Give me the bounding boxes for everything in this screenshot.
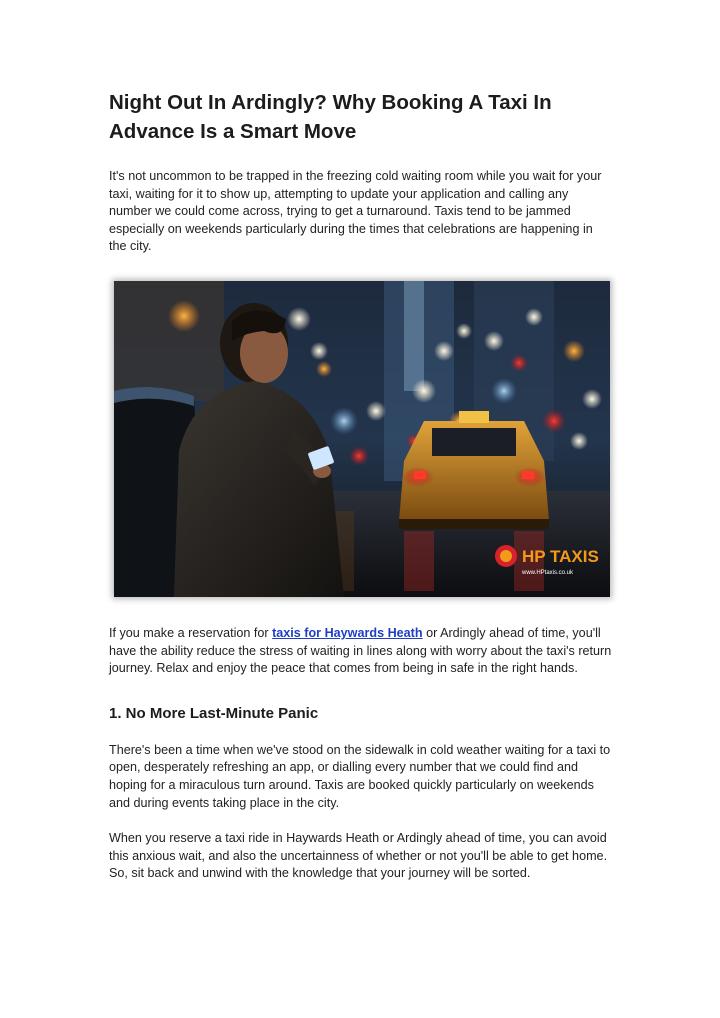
haywards-heath-taxis-link[interactable]: taxis for Haywards Heath — [272, 625, 423, 640]
reservation-paragraph: If you make a reservation for taxis for Haywards Heath or Ardingly ahead of time, you'll have the ability reduce the stress of waiting in lines along with worry about the taxi's return journey. Relax and enjoy the peace that comes from being in safe in the right hands. — [109, 625, 612, 676]
night-street-illustration — [114, 281, 610, 597]
logo-url: www.HPtaxis.co.uk — [522, 569, 574, 576]
article — [109, 88, 612, 883]
section-paragraph-1: There's been a time when we've stood on the sidewalk in cold weather waiting for a taxi to open, desperately refreshing an app, or dialling every number that we could find and hoping for a miraculous turn around. Taxis are booked quickly particularly on weekends and during events taking place in the city. — [109, 742, 611, 810]
intro-paragraph: It's not uncommon to be trapped in the freezing cold waiting room while you wait for your taxi, waiting for it to show up, attempting to update your application and calling any number we could come across, trying to get a turnaround. Taxis tend to be jammed especially on weekends particularly during the times that celebrations are happening in the city. — [109, 169, 602, 254]
article-title: Night Out In Ardingly? Why Booking A Taxi In Advance Is a Smart Move — [109, 91, 552, 143]
logo-text: HP TAXIS — [522, 546, 599, 566]
section-paragraph-2: When you reserve a taxi ride in Haywards Heath or Ardingly ahead of time, you can avoid this anxious wait, and also the uncertainness of whether or not you'll be able to get home. So, sit back and unwind with the knowledge that your journey will be sorted. — [109, 831, 608, 881]
hero-photo — [114, 281, 610, 597]
section-heading: 1. No More Last-Minute Panic — [109, 704, 319, 722]
